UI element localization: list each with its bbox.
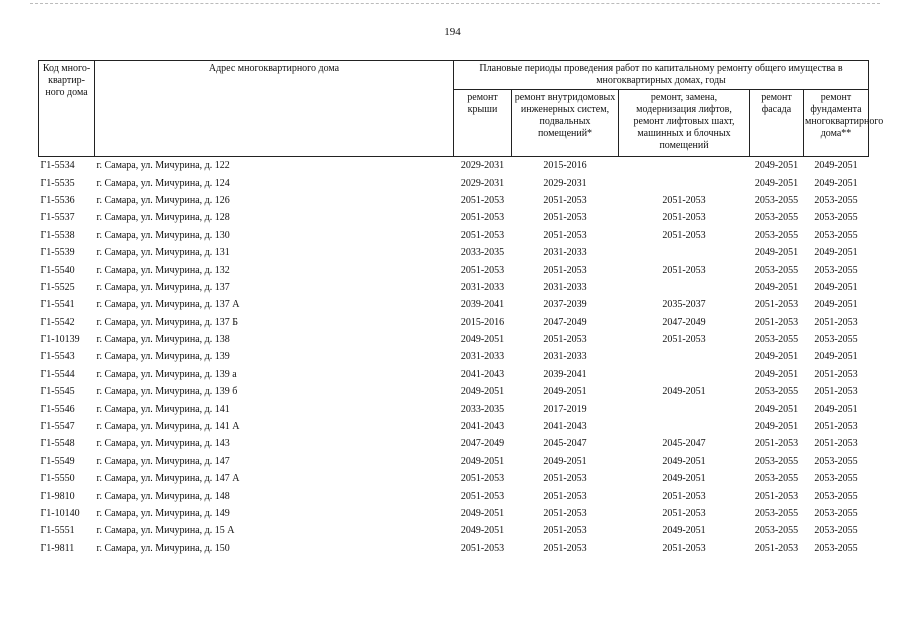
cell-code: Г1-5534 — [40, 160, 75, 172]
header-roof: ремонт крыши — [454, 90, 512, 157]
cell-lifts: 2051-2053 — [662, 508, 706, 519]
cell-foundation: 2053-2055 — [814, 542, 858, 554]
cell-lifts — [619, 418, 750, 435]
cell-facade: 2049-2051 — [754, 421, 799, 433]
cell-facade: 2051-2053 — [754, 490, 799, 502]
cell-foundation: 2049-2051 — [814, 403, 858, 415]
cell-facade: 2053-2055 — [754, 194, 799, 206]
table-row — [39, 470, 869, 487]
table-row — [39, 209, 869, 226]
cell-roof: 2031-2033 — [460, 281, 505, 293]
table-row — [39, 435, 869, 452]
cell-facade: 2053-2055 — [754, 508, 799, 519]
cell-lifts — [619, 366, 750, 383]
cell-code: Г1-10140 — [40, 508, 80, 519]
cell-systems: 2047-2049 — [543, 316, 587, 328]
cell-roof: 2051-2053 — [460, 264, 505, 276]
cell-systems: 2045-2047 — [543, 438, 587, 450]
cell-lifts — [619, 174, 750, 191]
cell-roof: 2051-2053 — [460, 473, 505, 485]
cell-roof: 2047-2049 — [460, 438, 505, 450]
cell-address: г. Самара, ул. Мичурина, д. 122 — [96, 160, 230, 172]
cell-address: г. Самара, ул. Мичурина, д. 143 — [96, 438, 230, 450]
cell-systems: 2051-2053 — [543, 264, 587, 276]
cell-facade: 2049-2051 — [754, 403, 799, 415]
cell-foundation: 2053-2055 — [814, 264, 858, 276]
cell-facade: 2053-2055 — [754, 334, 799, 346]
cell-code: Г1-5542 — [40, 316, 75, 328]
cell-lifts — [619, 244, 750, 261]
cell-address: г. Самара, ул. Мичурина, д. 132 — [96, 264, 230, 276]
cell-systems: 2041-2043 — [543, 421, 587, 433]
cell-roof: 2049-2051 — [460, 525, 505, 537]
cell-lifts: 2049-2051 — [662, 473, 706, 485]
cell-foundation: 2053-2055 — [814, 334, 858, 346]
table-row — [39, 174, 869, 191]
cell-lifts: 2051-2053 — [662, 264, 706, 276]
cell-systems: 2031-2033 — [543, 351, 587, 363]
cell-facade: 2049-2051 — [754, 351, 799, 363]
cell-facade: 2049-2051 — [754, 177, 799, 189]
cell-lifts: 2049-2051 — [662, 525, 706, 537]
cell-systems: 2031-2033 — [543, 247, 587, 259]
cell-systems: 2051-2053 — [543, 334, 587, 346]
header-address: Адрес многоквартирного дома — [95, 61, 454, 157]
cell-lifts: 2051-2053 — [662, 334, 706, 346]
table-row — [39, 314, 869, 331]
cell-roof: 2049-2051 — [460, 334, 505, 346]
cell-code: Г1-5544 — [40, 368, 75, 380]
cell-code: Г1-5543 — [40, 351, 75, 363]
table-row — [39, 418, 869, 435]
cell-code: Г1-5539 — [40, 247, 75, 259]
cell-code: Г1-9810 — [40, 490, 75, 502]
cell-foundation: 2053-2055 — [814, 525, 858, 537]
table-row — [39, 244, 869, 261]
cell-systems: 2017-2019 — [543, 403, 587, 415]
cell-address: г. Самара, ул. Мичурина, д. 137 — [96, 281, 230, 293]
cell-foundation: 2051-2053 — [814, 421, 858, 433]
cell-roof: 2049-2051 — [460, 386, 505, 398]
cell-roof: 2033-2035 — [460, 247, 505, 259]
cell-foundation: 2051-2053 — [814, 368, 858, 380]
cell-address: г. Самара, ул. Мичурина, д. 147 — [96, 455, 230, 467]
cell-facade: 2049-2051 — [754, 281, 799, 293]
cell-facade: 2051-2053 — [754, 438, 799, 450]
table-row — [39, 279, 869, 296]
cell-roof: 2041-2043 — [460, 368, 505, 380]
cell-foundation: 2051-2053 — [814, 386, 858, 398]
table-row — [39, 453, 869, 470]
cell-address: г. Самара, ул. Мичурина, д. 137 А — [96, 299, 240, 311]
cell-facade: 2053-2055 — [754, 525, 799, 537]
cell-systems: 2031-2033 — [543, 281, 587, 293]
cell-address: г. Самара, ул. Мичурина, д. 141 А — [96, 421, 240, 433]
cell-foundation: 2053-2055 — [814, 212, 858, 224]
cell-roof: 2031-2033 — [460, 351, 505, 363]
cell-code: Г1-5541 — [40, 299, 75, 311]
cell-address: г. Самара, ул. Мичурина, д. 149 — [96, 508, 230, 519]
cell-address: г. Самара, ул. Мичурина, д. 141 — [96, 403, 230, 415]
cell-code: Г1-5540 — [40, 264, 75, 276]
cell-lifts: 2051-2053 — [662, 490, 706, 502]
cell-lifts: 2049-2051 — [662, 455, 706, 467]
table-row — [39, 157, 869, 175]
cell-facade: 2053-2055 — [754, 229, 799, 241]
cell-roof: 2049-2051 — [460, 455, 505, 467]
cell-code: Г1-5547 — [40, 421, 75, 433]
cell-facade: 2051-2053 — [754, 316, 799, 328]
cell-address: г. Самара, ул. Мичурина, д. 139 — [96, 351, 230, 363]
cell-systems: 2051-2053 — [543, 229, 587, 241]
cell-lifts: 2051-2053 — [662, 229, 706, 241]
cell-address: г. Самара, ул. Мичурина, д. 139 б — [96, 386, 238, 398]
table-row — [39, 296, 869, 313]
table-row — [39, 400, 869, 417]
top-scan-rule — [30, 3, 880, 4]
cell-facade: 2053-2055 — [754, 386, 799, 398]
header-facade: ремонт фасада — [750, 90, 804, 157]
table-row — [39, 383, 869, 400]
cell-code: Г1-5536 — [40, 194, 75, 206]
cell-address: г. Самара, ул. Мичурина, д. 139 а — [96, 368, 237, 380]
page-number: 194 — [444, 26, 461, 38]
cell-systems: 2051-2053 — [543, 525, 587, 537]
header-periods-group: Плановые периоды проведения работ по капитальному ремонту общего имущества в многоквартирных домах, годы — [454, 61, 869, 90]
cell-code: Г1-9811 — [40, 542, 75, 554]
cell-lifts: 2049-2051 — [662, 386, 706, 398]
cell-code: Г1-5550 — [40, 473, 75, 485]
cell-facade: 2053-2055 — [754, 455, 799, 467]
cell-foundation: 2049-2051 — [814, 281, 858, 293]
cell-foundation: 2049-2051 — [814, 160, 858, 172]
cell-systems: 2049-2051 — [543, 386, 587, 398]
cell-roof: 2051-2053 — [460, 542, 505, 554]
cell-address: г. Самара, ул. Мичурина, д. 15 А — [96, 525, 235, 537]
cell-foundation: 2053-2055 — [814, 229, 858, 241]
cell-facade: 2051-2053 — [754, 542, 799, 554]
cell-code: Г1-5549 — [40, 455, 75, 467]
header-systems: ремонт внутридомовых инженерных систем, подвальных помещений* — [512, 90, 619, 157]
cell-foundation: 2053-2055 — [814, 455, 858, 467]
cell-facade: 2049-2051 — [754, 247, 799, 259]
cell-foundation: 2053-2055 — [814, 508, 858, 519]
table-row — [39, 505, 869, 522]
cell-address: г. Самара, ул. Мичурина, д. 137 Б — [96, 316, 239, 328]
cell-facade: 2049-2051 — [754, 160, 799, 172]
cell-systems: 2051-2053 — [543, 194, 587, 206]
cell-roof: 2033-2035 — [460, 403, 505, 415]
cell-lifts: 2051-2053 — [662, 542, 706, 554]
cell-systems: 2051-2053 — [543, 473, 587, 485]
cell-foundation: 2051-2053 — [814, 316, 858, 328]
table-row — [39, 227, 869, 244]
table-row — [39, 522, 869, 539]
cell-code: Г1-5538 — [40, 229, 75, 241]
cell-lifts — [619, 400, 750, 417]
cell-facade: 2053-2055 — [754, 473, 799, 485]
cell-facade: 2051-2053 — [754, 299, 799, 311]
cell-systems: 2051-2053 — [543, 212, 587, 224]
cell-roof: 2051-2053 — [460, 212, 505, 224]
table-row — [39, 366, 869, 383]
cell-roof: 2051-2053 — [460, 229, 505, 241]
cell-facade: 2053-2055 — [754, 212, 799, 224]
cell-foundation: 2051-2053 — [814, 438, 858, 450]
table-row — [39, 540, 869, 557]
cell-code: Г1-5535 — [40, 177, 75, 189]
cell-code: Г1-5546 — [40, 403, 75, 415]
cell-address: г. Самара, ул. Мичурина, д. 148 — [96, 490, 230, 502]
cell-lifts: 2051-2053 — [662, 194, 706, 206]
cell-foundation: 2049-2051 — [814, 247, 858, 259]
cell-lifts — [619, 348, 750, 365]
cell-address: г. Самара, ул. Мичурина, д. 131 — [96, 247, 230, 259]
cell-address: г. Самара, ул. Мичурина, д. 138 — [96, 334, 230, 346]
cell-systems: 2051-2053 — [543, 542, 587, 554]
table-row — [39, 261, 869, 278]
cell-foundation: 2049-2051 — [814, 177, 858, 189]
cell-lifts: 2035-2037 — [662, 299, 706, 311]
cell-code: Г1-5548 — [40, 438, 75, 450]
cell-roof: 2029-2031 — [460, 177, 505, 189]
cell-foundation: 2053-2055 — [814, 194, 858, 206]
cell-facade: 2049-2051 — [754, 368, 799, 380]
cell-roof: 2039-2041 — [460, 299, 505, 311]
cell-roof: 2029-2031 — [460, 160, 505, 172]
cell-address: г. Самара, ул. Мичурина, д. 128 — [96, 212, 230, 224]
cell-code: Г1-5537 — [40, 212, 75, 224]
cell-systems: 2029-2031 — [543, 177, 587, 189]
cell-address: г. Самара, ул. Мичурина, д. 150 — [96, 542, 230, 554]
cell-foundation: 2049-2051 — [814, 299, 858, 311]
table-row — [39, 331, 869, 348]
cell-code: Г1-5545 — [40, 386, 75, 398]
cell-code: Г1-5525 — [40, 281, 75, 293]
cell-systems: 2051-2053 — [543, 490, 587, 502]
cell-systems: 2049-2051 — [543, 455, 587, 467]
header-foundation: ремонт фундамента многоквартирного дома** — [804, 90, 869, 157]
cell-code: Г1-10139 — [40, 334, 80, 346]
table-row — [39, 192, 869, 209]
cell-lifts — [619, 279, 750, 296]
cell-foundation: 2053-2055 — [814, 473, 858, 485]
cell-code: Г1-5551 — [40, 525, 75, 537]
table-row — [39, 348, 869, 365]
header-lifts: ремонт, замена, модернизация лифтов, ремонт лифтовых шахт, машинных и блочных помещений — [619, 90, 750, 157]
cell-systems: 2015-2016 — [543, 160, 587, 172]
cell-address: г. Самара, ул. Мичурина, д. 130 — [96, 229, 230, 241]
cell-lifts: 2047-2049 — [662, 316, 706, 328]
cell-lifts — [619, 157, 750, 175]
cell-lifts: 2051-2053 — [662, 212, 706, 224]
repair-schedule-table — [38, 60, 884, 557]
cell-lifts: 2045-2047 — [662, 438, 706, 450]
table-header — [39, 61, 884, 157]
cell-address: г. Самара, ул. Мичурина, д. 147 А — [96, 473, 240, 485]
cell-address: г. Самара, ул. Мичурина, д. 124 — [96, 177, 230, 189]
cell-roof: 2051-2053 — [460, 194, 505, 206]
cell-facade: 2053-2055 — [754, 264, 799, 276]
cell-roof: 2051-2053 — [460, 490, 505, 502]
header-code: Код много- квартир- ного дома — [39, 61, 95, 157]
cell-systems: 2051-2053 — [543, 508, 587, 519]
table-row — [39, 487, 869, 504]
cell-roof: 2049-2051 — [460, 508, 505, 519]
cell-address: г. Самара, ул. Мичурина, д. 126 — [96, 194, 230, 206]
cell-foundation: 2049-2051 — [814, 351, 858, 363]
cell-foundation: 2053-2055 — [814, 490, 858, 502]
cell-roof: 2015-2016 — [460, 316, 505, 328]
cell-systems: 2037-2039 — [543, 299, 587, 311]
table-body — [39, 157, 869, 557]
cell-systems: 2039-2041 — [543, 368, 587, 380]
cell-roof: 2041-2043 — [460, 421, 505, 433]
